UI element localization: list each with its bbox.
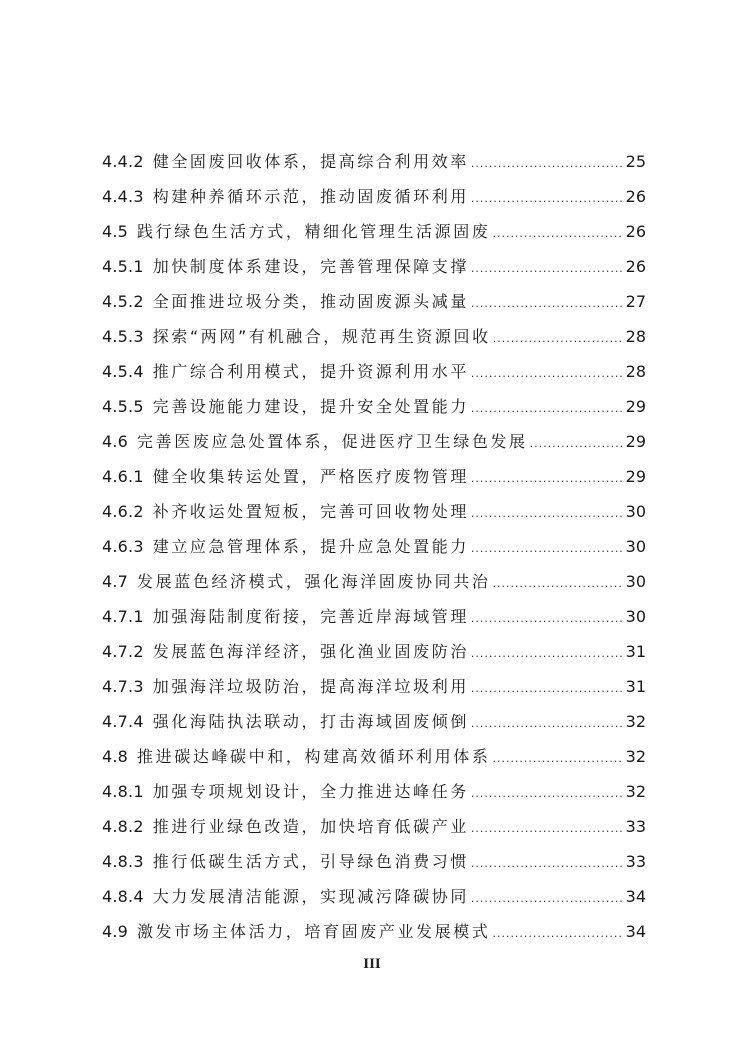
toc-dot-leader	[471, 706, 624, 741]
toc-dot-leader	[471, 146, 624, 181]
toc-entry-title: 完善设施能力建设，提升安全处置能力	[152, 397, 469, 416]
toc-entry[interactable]	[102, 144, 646, 179]
toc-entry[interactable]	[102, 634, 646, 669]
toc-entry-page: 29	[625, 432, 646, 451]
toc-entry[interactable]	[102, 774, 646, 809]
toc-entry-number: 4.7.4	[102, 712, 144, 731]
toc-entry-title: 发展蓝色经济模式，强化海洋固废协同共治	[137, 572, 491, 591]
toc-dot-leader	[530, 426, 624, 461]
toc-dot-leader	[492, 916, 623, 951]
toc-entry-number: 4.7.3	[102, 677, 144, 696]
toc-entry-title: 推进行业绿色改造，加快培育低碳产业	[152, 817, 469, 836]
toc-dot-leader	[471, 601, 624, 636]
toc-entry-title: 推广综合利用模式，提升资源利用水平	[152, 362, 469, 381]
toc-dot-leader	[471, 286, 624, 321]
toc-entry-number: 4.8.1	[102, 782, 144, 801]
toc-entry-number: 4.8.4	[102, 887, 144, 906]
toc-dot-leader	[471, 531, 624, 566]
toc-entry-title: 践行绿色生活方式，精细化管理生活源固废	[137, 222, 491, 241]
toc-dot-leader	[493, 321, 624, 356]
toc-entry-number: 4.6	[102, 432, 129, 451]
toc-dot-leader	[471, 496, 624, 531]
toc-entry-page: 34	[625, 887, 646, 906]
toc-entry[interactable]	[102, 599, 646, 634]
toc-entry-number: 4.5	[102, 222, 129, 241]
toc-entry[interactable]	[102, 319, 646, 354]
toc-dot-leader	[492, 566, 623, 601]
toc-entry-number: 4.5.4	[102, 362, 144, 381]
toc-entry[interactable]	[102, 214, 646, 249]
toc-entry-page: 29	[625, 467, 646, 486]
toc-entry-number: 4.9	[102, 922, 129, 941]
toc-entry-number: 4.6.3	[102, 537, 144, 556]
toc-entry-page: 29	[625, 397, 646, 416]
toc-entry[interactable]	[102, 249, 646, 284]
table-of-contents	[102, 144, 646, 949]
toc-entry-page: 31	[625, 642, 646, 661]
toc-entry-title: 强化海陆执法联动，打击海域固废倾倒	[152, 712, 469, 731]
toc-entry[interactable]	[102, 354, 646, 389]
toc-dot-leader	[471, 461, 624, 496]
toc-entry-number: 4.4.2	[102, 152, 144, 171]
toc-entry-number: 4.7	[102, 572, 129, 591]
toc-entry-title: 探索“两网”有机融合，规范再生资源回收	[152, 327, 491, 346]
toc-entry[interactable]	[102, 494, 646, 529]
toc-entry-title: 推行低碳生活方式，引导绿色消费习惯	[152, 852, 469, 871]
toc-entry[interactable]	[102, 704, 646, 739]
toc-entry-page: 32	[625, 712, 646, 731]
toc-entry-page: 30	[625, 502, 646, 521]
toc-entry-number: 4.5.3	[102, 327, 144, 346]
toc-entry-page: 31	[625, 677, 646, 696]
toc-entry-number: 4.8	[102, 747, 129, 766]
toc-entry-title: 加强海陆制度衔接，完善近岸海域管理	[152, 607, 469, 626]
toc-dot-leader	[471, 391, 624, 426]
toc-entry-number: 4.4.3	[102, 187, 144, 206]
toc-entry-page: 33	[625, 817, 646, 836]
toc-dot-leader	[471, 671, 624, 706]
toc-entry-page: 26	[625, 257, 646, 276]
toc-entry-title: 激发市场主体活力，培育固废产业发展模式	[137, 922, 491, 941]
toc-entry[interactable]	[102, 844, 646, 879]
toc-entry[interactable]	[102, 284, 646, 319]
toc-entry-title: 健全收集转运处置，严格医疗废物管理	[152, 467, 469, 486]
toc-entry-title: 全面推进垃圾分类，推动固废源头减量	[152, 292, 469, 311]
toc-entry-page: 27	[625, 292, 646, 311]
toc-dot-leader	[471, 776, 624, 811]
toc-entry-title: 完善医废应急处置体系，促进医疗卫生绿色发展	[137, 432, 528, 451]
toc-entry[interactable]	[102, 914, 646, 949]
toc-entry-number: 4.7.1	[102, 607, 144, 626]
toc-dot-leader	[471, 811, 624, 846]
toc-entry-page: 28	[625, 327, 646, 346]
toc-entry-title: 加强海洋垃圾防治，提高海洋垃圾利用	[152, 677, 469, 696]
toc-dot-leader	[471, 251, 624, 286]
toc-entry-page: 33	[625, 852, 646, 871]
toc-entry-page: 26	[625, 187, 646, 206]
toc-entry-number: 4.7.2	[102, 642, 144, 661]
toc-entry-title: 健全固废回收体系，提高综合利用效率	[152, 152, 469, 171]
toc-entry-title: 补齐收运处置短板，完善可回收物处理	[152, 502, 469, 521]
toc-entry-number: 4.5.2	[102, 292, 144, 311]
toc-entry-number: 4.8.2	[102, 817, 144, 836]
toc-entry-page: 30	[625, 607, 646, 626]
toc-dot-leader	[471, 181, 624, 216]
toc-entry-page: 28	[625, 362, 646, 381]
toc-entry[interactable]	[102, 809, 646, 844]
toc-entry-page: 25	[625, 152, 646, 171]
toc-entry-number: 4.5.5	[102, 397, 144, 416]
toc-entry[interactable]	[102, 739, 646, 774]
toc-entry[interactable]	[102, 529, 646, 564]
page-number: III	[363, 956, 381, 972]
toc-entry-title: 发展蓝色海洋经济，强化渔业固废防治	[152, 642, 469, 661]
toc-entry-title: 建立应急管理体系，提升应急处置能力	[152, 537, 469, 556]
toc-entry-page: 26	[625, 222, 646, 241]
toc-entry-title: 加快制度体系建设，完善管理保障支撑	[152, 257, 469, 276]
toc-entry[interactable]	[102, 879, 646, 914]
toc-entry[interactable]	[102, 179, 646, 214]
toc-entry[interactable]	[102, 389, 646, 424]
toc-entry-title: 大力发展清洁能源，实现减污降碳协同	[152, 887, 469, 906]
toc-dot-leader	[492, 216, 623, 251]
toc-dot-leader	[471, 881, 624, 916]
toc-entry-page: 30	[625, 537, 646, 556]
toc-entry[interactable]	[102, 459, 646, 494]
toc-entry-title: 推进碳达峰碳中和，构建高效循环利用体系	[137, 747, 491, 766]
toc-entry-page: 30	[625, 572, 646, 591]
toc-entry-page: 32	[625, 747, 646, 766]
toc-dot-leader	[471, 636, 624, 671]
toc-entry[interactable]	[102, 424, 646, 459]
toc-entry-number: 4.6.2	[102, 502, 144, 521]
toc-entry[interactable]	[102, 669, 646, 704]
toc-entry-title: 构建种养循环示范，推动固废循环利用	[152, 187, 469, 206]
toc-dot-leader	[471, 846, 624, 881]
toc-dot-leader	[492, 741, 623, 776]
toc-dot-leader	[471, 356, 624, 391]
toc-entry-title: 加强专项规划设计，全力推进达峰任务	[152, 782, 469, 801]
toc-entry-number: 4.6.1	[102, 467, 144, 486]
toc-entry-page: 34	[625, 922, 646, 941]
toc-entry[interactable]	[102, 564, 646, 599]
toc-entry-number: 4.5.1	[102, 257, 144, 276]
toc-entry-number: 4.8.3	[102, 852, 144, 871]
toc-entry-page: 32	[625, 782, 646, 801]
